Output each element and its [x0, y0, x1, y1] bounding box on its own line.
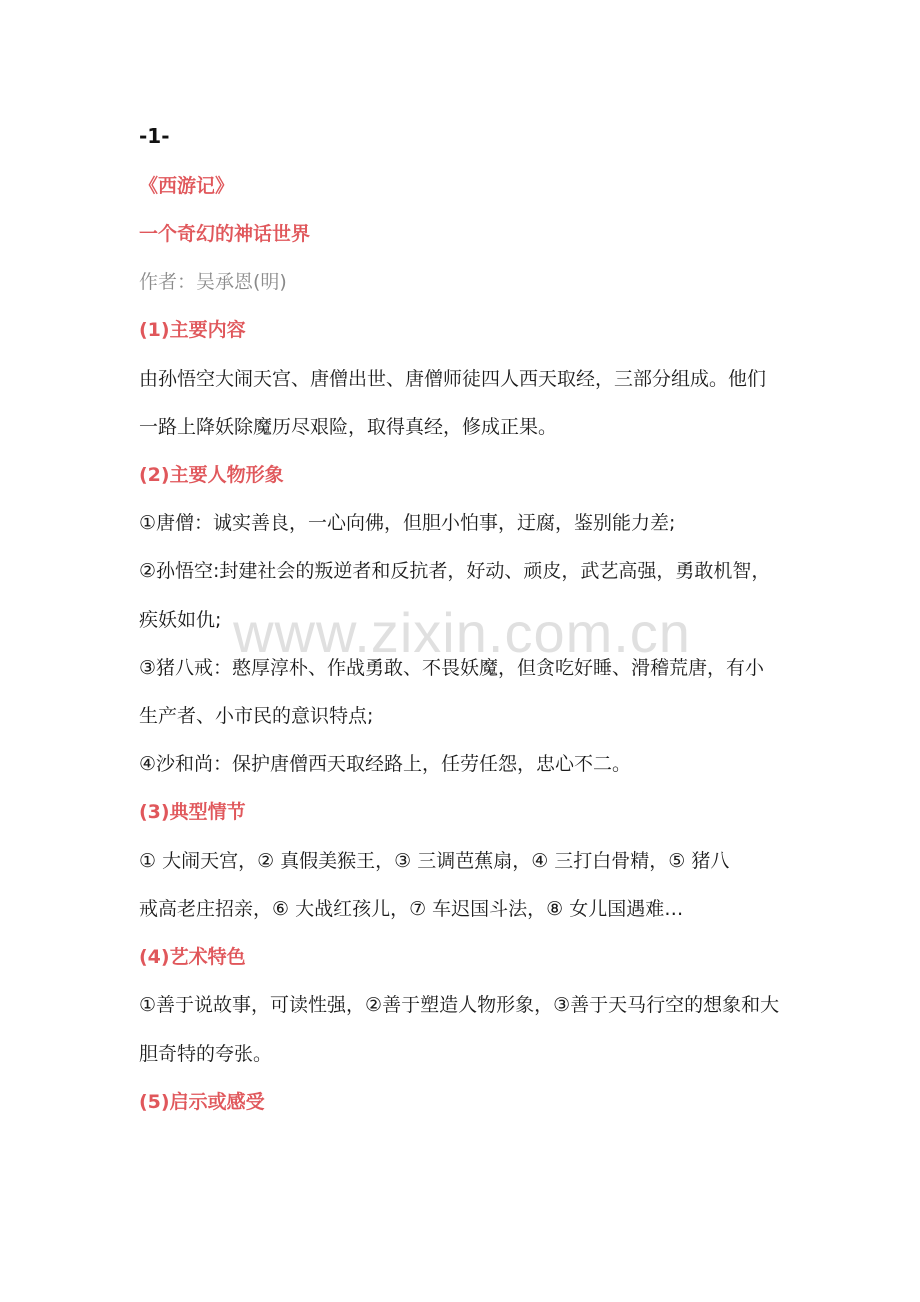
watermark: www.zixin.com.cn: [233, 601, 691, 664]
character-line: ③猪八戒：憨厚淳朴、作战勇敢、不畏妖魔，但贪吃好睡、滑稽荒唐，有小: [139, 657, 765, 679]
art-line: 胆奇特的夸张。: [139, 1043, 273, 1065]
character-line: 生产者、小市民的意识特点;: [139, 705, 374, 727]
plot-line: 戒高老庄招亲，⑥ 大战红孩儿，⑦ 车迟国斗法，⑧ 女儿国遇难…: [139, 898, 684, 920]
character-line: ①唐僧：诚实善良，一心向佛，但胆小怕事，迂腐，鉴别能力差;: [139, 512, 676, 534]
section-heading-art: (4)艺术特色: [139, 946, 246, 968]
page-number: -1-: [139, 124, 170, 148]
section-heading-characters: (2)主要人物形象: [139, 464, 284, 486]
content-line: 由孙悟空大闹天宫、唐僧出世、唐僧师徒四人西天取经，三部分组成。他们: [139, 368, 767, 390]
art-line: ①善于说故事，可读性强，②善于塑造人物形象，③善于天马行空的想象和大: [139, 994, 780, 1016]
content-line: 一路上降妖除魔历尽艰险，取得真经，修成正果。: [139, 416, 558, 438]
plot-line: ① 大闹天宫，② 真假美猴王，③ 三调芭蕉扇，④ 三打白骨精，⑤ 猪八: [139, 850, 730, 872]
section-heading-content: (1)主要内容: [139, 319, 246, 341]
character-line: ②孙悟空:封建社会的叛逆者和反抗者，好动、顽皮，武艺高强，勇敢机智，: [139, 560, 771, 582]
character-line: 疾妖如仇;: [139, 609, 222, 631]
character-line: ④沙和尚：保护唐僧西天取经路上，任劳任怨，忠心不二。: [139, 753, 632, 775]
section-heading-inspiration: (5)启示或感受: [139, 1091, 265, 1113]
section-heading-plots: (3)典型情节: [139, 801, 246, 823]
subtitle: 一个奇幻的神话世界: [139, 223, 311, 245]
author-line: 作者：吴承恩(明): [139, 271, 287, 293]
book-title: 《西游记》: [139, 175, 235, 197]
